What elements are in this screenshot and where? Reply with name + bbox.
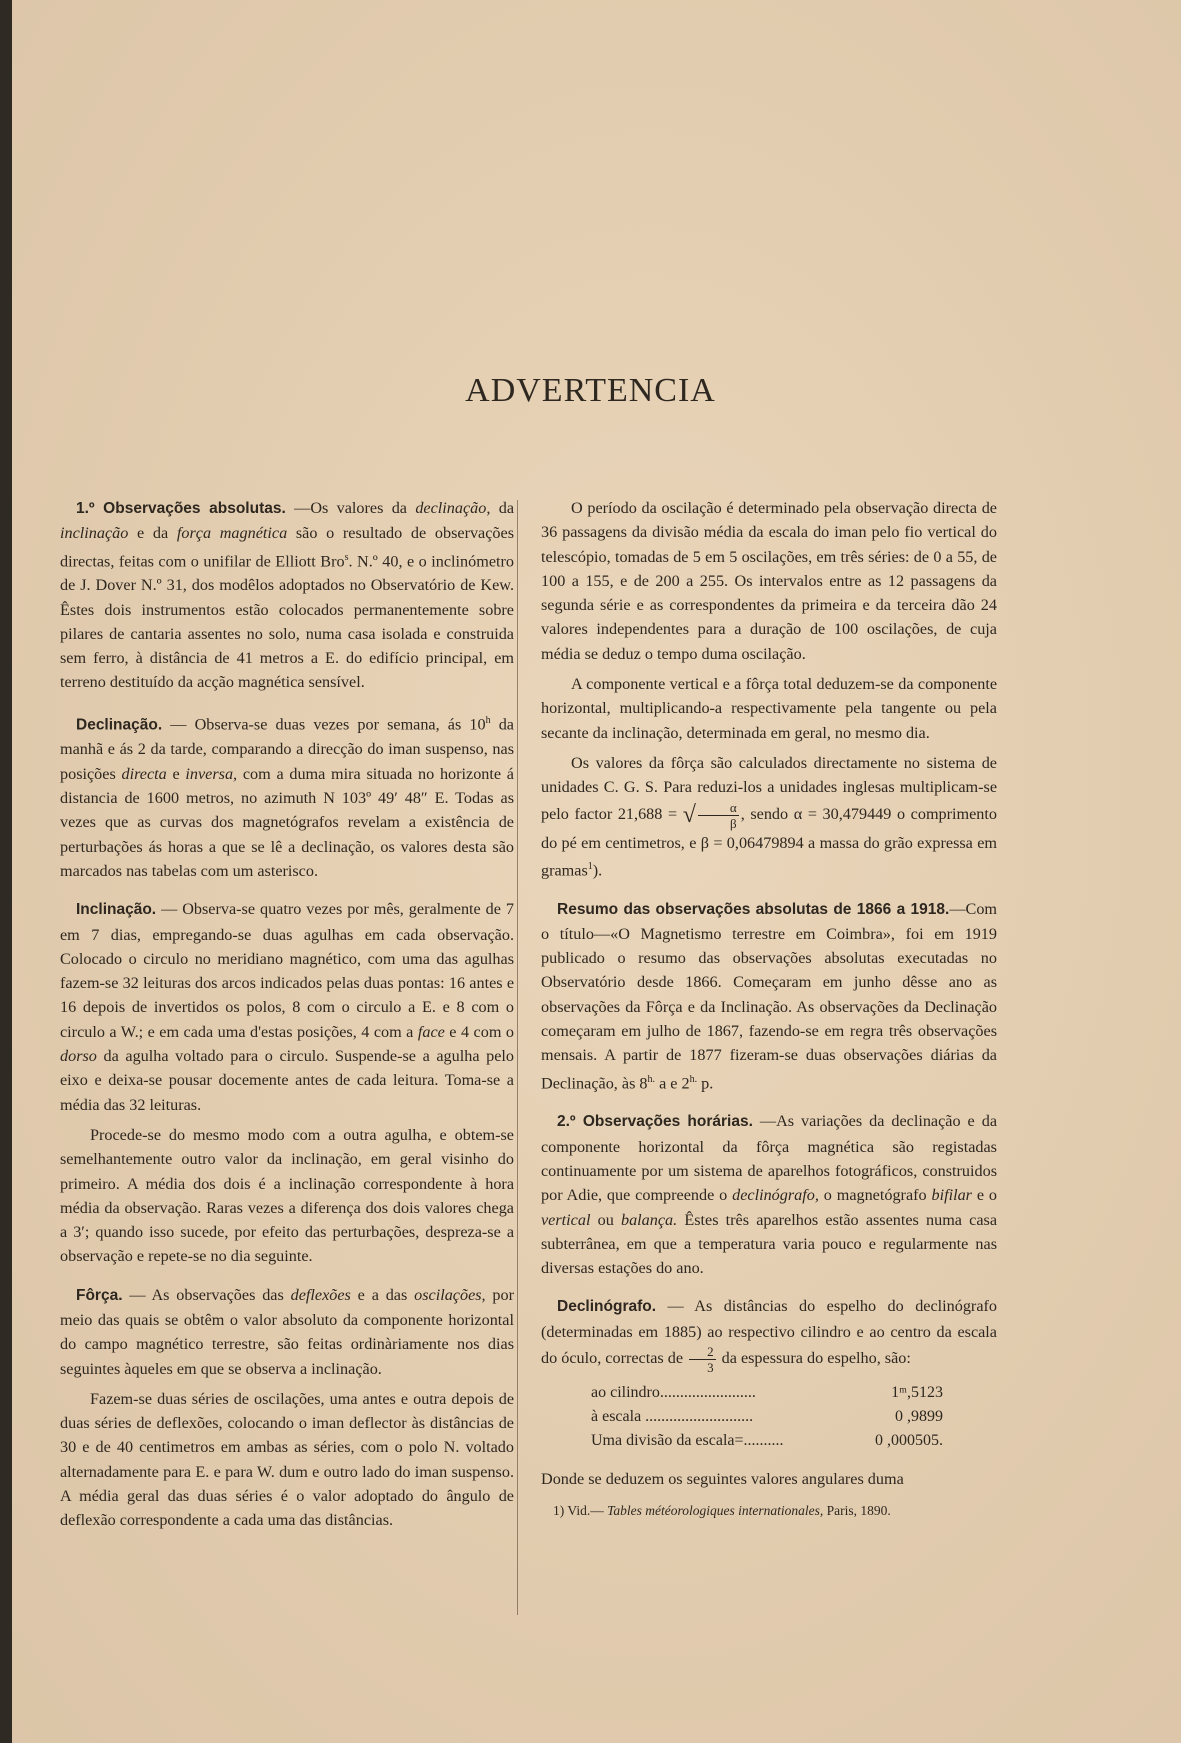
- distances-table: [591, 1381, 943, 1453]
- paragraph-observacoes-absolutas: 1.º Observações absolutas. —Os valores da declinação, da inclinação e da força magnética são o resultado de observações directas, feitas com o unifilar de Elliott Bro$^s$. N.º 40, e o inclinómetro de J. Dover N.º 31, dos modêlos adoptados no Observatório de Kew. Êstes dois instrumentos estão colocados permanentemente sobre pilares de cantaria assentes no solo, numa casa isolada e construida sem ferro, à distância de 41 metros a E. do edifício principal, em terreno destituído da acção magnética sensível.: [60, 499, 514, 692]
- fraction-two-thirds: $\frac{2}{3}$: [689, 1344, 716, 1375]
- paragraph-periodo-oscilacao: O período da oscilação é determinado pela observação directa de 36 passagens da divisão média da escala do iman pelo fio vertical do telescópio, tomadas de 5 em 5 oscilações, em três séries: de 0 a 55, de 100 a 155, e de 200 a 255. Os intervalos entre as 12 passagens da segunda série e as correspondentes da primeira e da terceira dão 24 valores independentes para a duração de 100 oscilações, de cuja média se deduz o tempo duma oscilação.: [541, 499, 997, 663]
- paragraph-forca-continued: Fazem-se duas séries de oscilações, uma antes e outra depois de duas séries de deflexões, colocando o iman deflector às distâncias de 30 e de 40 centimetros em ambas as séries, com o polo N. voltado alternadamente para E. e para W. dum e outro lado do iman suspenso. A média geral das duas séries é o valor adoptado do ângulo de deflexão correspondente a cada uma das distâncias.: [60, 1389, 514, 1530]
- paragraph-declinografo: Declinógrafo. — As distâncias do espelho do declinógrafo (determinadas em 1885) ao respectivo cilindro e ao centro da escala do óculo, correctas de $\frac{2}{3}$ da espessura do espelho, são:: [541, 1297, 997, 1375]
- paragraph-resumo: Resumo das observações absolutas de 1866 a 1918.—Com o título—«O Magnetismo terrestre em Coimbra», foi em 1919 publicado o resumo das observações absolutas executadas no Observatório desde 1866. Começaram em junho dêsse ano as observações da Fôrça e da Inclinação. As observações da Declinação começaram em julho de 1867, fazendo-se em regra três observações mensais. A partir de 1877 fizeram-se duas observações diárias da Declinação, às $8^{h.}$ a e $2^{h.}$ p.: [541, 899, 997, 1093]
- paragraph-componente-vertical: A componente vertical e a fôrça total deduzem-se da componente horizontal, multiplicando-a respectivamente pela tangente ou pela secante da inclinação, determinada em geral, no mesmo dia.: [541, 675, 997, 742]
- paragraph-forca: Fôrça. — As observações das deflexões e a das oscilações, por meio das quais se obtêm o valor absoluto da componente horizontal do campo magnético terrestre, são feitas ordinàriamente nos dias seguintes àqueles em que se observa a inclinação.: [60, 1285, 515, 1378]
- section-heading: Declinógrafo.: [557, 1298, 657, 1316]
- column-divider: [517, 500, 518, 1615]
- page-title: ADVERTENCIA: [465, 372, 716, 409]
- table-row: à escala ........................... 0 ,9899: [591, 1407, 943, 1425]
- section-heading: 1.º Observações absolutas.: [76, 500, 286, 517]
- sqrt-formula: √ $\frac{\alpha}{\beta}$: [682, 799, 737, 831]
- section-heading: 2.º Observações horárias.: [557, 1113, 753, 1131]
- table-row: ao cilindro........................ 1ᵐ,5123: [591, 1383, 943, 1401]
- left-column: [60, 496, 514, 1539]
- right-column: [541, 496, 997, 1521]
- paragraph-valores-angulares: Donde se deduzem os seguintes valores angulares duma: [541, 1469, 904, 1488]
- paragraph-inclinacao-continued: Procede-se do mesmo modo com a outra agulha, e obtem-se semelhantemente outro valor da inclinação, em geral visinho do primeiro. A média dos dois é a inclinação correspondente à hora média da observação. Raras vezes a diferença dos dois valores chega a 3′; quando isso sucede, por efeito das perturbações, despreza-se a observação e repete-se no dia seguinte.: [60, 1125, 514, 1266]
- footnote: 1) Vid.— Tables météorologiques internationales, Paris, 1890.: [553, 1503, 891, 1519]
- paragraph-declinacao: Declinação. — Observa-se duas vezes por semana, ás 10$^h$ da manhã e ás 2 da tarde, comparando a direcção do iman suspenso, nas posições directa e inversa, com a duma mira situada no horizonte á distancia de 1600 metros, no azimuth N 103º 49′ 48″ E. Todas as vezes que as curvas dos magnetógrafos revelam a existência de perturbações ás horas a que se lê a declinação, os valores desta são marcados nas tabelas com um asterisco.: [60, 714, 514, 880]
- section-heading: Fôrça.: [76, 1286, 123, 1304]
- section-heading: Inclinação.: [76, 901, 157, 919]
- section-heading: Declinação.: [76, 716, 163, 734]
- paragraph-inclinacao: Inclinação. — Observa-se quatro vezes por mês, geralmente de 7 em 7 dias, empregando-se duas agulhas em cada observação. Colocado o circulo no meridiano magnético, com uma das agulhas fazem-se 32 leituras dos arcos indicados pelas duas pontas: 16 antes e 16 depois de invertidos os polos, 8 com o circulo a E. e 8 com o circulo a W.; e em cada uma d'estas posições, 4 com a face e 4 com o dorso da agulha voltado para o circulo. Suspende-se a agulha pelo eixo e deixa-se pousar docemente antes de cada leitura. Toma-se a média das 32 leituras.: [60, 900, 514, 1114]
- paragraph-unidades: Os valores da fôrça são calculados directamente no sistema de unidades C. G. S. Para reduzi-los a unidades inglesas multiplicam-se pelo factor 21,688 = √ $\frac{\alpha}{\beta}$ , sendo α = 30,479449 o comprimento do pé em centimetros, e β = 0,06479894 a massa do grão expressa em gramas$^1$).: [541, 753, 997, 880]
- section-heading: Resumo das observações absolutas de 1866 a 1918.: [557, 900, 950, 918]
- paragraph-observacoes-horarias: 2.º Observações horárias. —As variações da declinação e da componente horizontal da fôrça magnética são registadas continuamente por um sistema de aparelhos fotográficos, construidos por Adie, que compreende o declinógrafo, o magnetógrafo bifilar e o vertical ou balança. Êstes três aparelhos estão assentes numa casa subterrânea, em que a temperatura varia pouco e regularmente nas diversas estações do ano.: [541, 1112, 998, 1278]
- book-spine-edge: [0, 0, 12, 1743]
- table-row: Uma divisão da escala=.......... 0 ,000505.: [591, 1431, 943, 1449]
